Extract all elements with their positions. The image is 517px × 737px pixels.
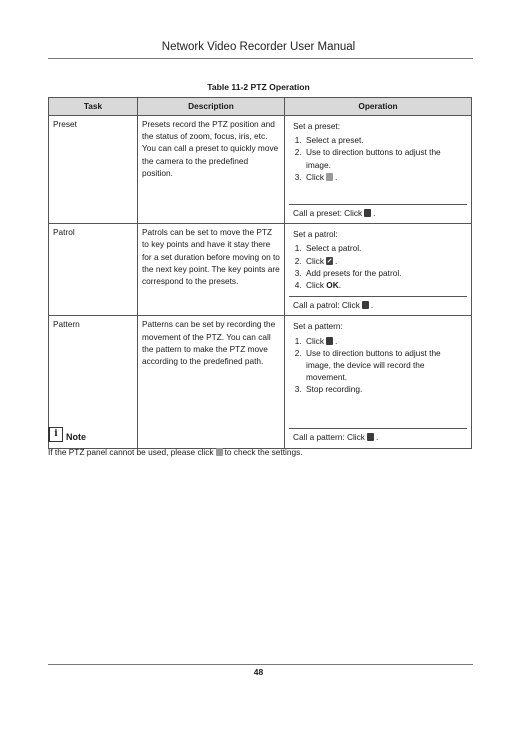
call-text: Call a preset: Click <box>293 208 363 218</box>
record-pattern-icon <box>326 337 333 345</box>
ok-label: OK <box>326 280 339 291</box>
description-cell: Presets record the PTZ position and the status of zoom, focus, iris, etc. You can call a preset to quickly move the camera to the predefined position. <box>138 116 285 224</box>
step-text: Click <box>306 171 324 182</box>
call-text: Call a pattern: Click <box>293 432 365 443</box>
step-item: 3. Add presets for the patrol. <box>304 267 463 279</box>
operation-title: Set a preset: <box>293 121 341 131</box>
operation-cell <box>285 316 472 448</box>
call-preset-icon <box>364 209 371 217</box>
task-cell: Pattern <box>49 316 138 448</box>
step-item: 2. Use to direction buttons to adjust the image. <box>304 146 463 170</box>
step-item: 3. Stop recording. <box>304 383 463 395</box>
step-item: 2. Click . <box>304 255 463 267</box>
note-text-after: to check the settings. <box>224 447 303 457</box>
operation-cell <box>285 116 472 224</box>
table-row-patrol <box>49 224 472 316</box>
page-header-title: Network Video Recorder User Manual <box>161 41 356 53</box>
note-heading <box>48 427 86 442</box>
column-header-task: Task <box>49 98 138 116</box>
note-text-before: If the PTZ panel cannot be used, please click <box>48 447 214 457</box>
operation-title: Set a pattern: <box>293 321 343 332</box>
column-header-description: Description <box>138 98 285 116</box>
call-row: Call a preset: Click . <box>289 204 467 221</box>
call-pattern-icon <box>367 433 374 441</box>
column-header-operation: Operation <box>285 98 472 116</box>
operation-title: Set a patrol: <box>293 229 338 240</box>
save-preset-icon <box>326 173 333 181</box>
step-item: 1. Select a patrol. <box>304 242 463 254</box>
step-item: 4. Click OK. <box>304 279 463 291</box>
task-cell: Patrol <box>49 224 138 316</box>
description-cell: Patterns can be set by recording the movement of the PTZ. You can call the pattern to make the PTZ move according to the predefined path. <box>138 316 285 448</box>
step-text: Click <box>306 280 324 291</box>
step-text: Click <box>306 335 324 346</box>
call-row: Call a pattern: Click . <box>289 428 467 445</box>
ptz-operation-table <box>48 97 472 449</box>
call-patrol-icon <box>362 301 369 309</box>
footer-divider <box>48 664 473 665</box>
table-caption: Table 11-2 PTZ Operation <box>207 82 310 92</box>
note-label: Note <box>66 432 86 442</box>
header-divider <box>48 58 473 59</box>
call-row: Call a patrol: Click . <box>289 296 467 313</box>
call-text: Call a patrol: Click <box>293 300 360 311</box>
description-cell: Patrols can be set to move the PTZ to key points and have it stay there for a set duration before moving on to the next key point. The key points are correspond to the presets. <box>138 224 285 316</box>
note-icon: i <box>48 427 63 442</box>
operation-steps <box>293 242 463 291</box>
step-item: 1. Select a preset. <box>304 134 463 146</box>
operation-cell <box>285 224 472 316</box>
settings-icon <box>216 448 223 456</box>
step-text: Click <box>306 255 324 266</box>
task-cell: Preset <box>49 116 138 224</box>
table-row-preset <box>49 116 472 224</box>
note-text <box>48 447 303 457</box>
table-row-pattern <box>49 316 472 448</box>
operation-steps <box>293 134 463 183</box>
step-item: 2. Use to direction buttons to adjust the image, the device will record the movement. <box>304 347 463 384</box>
step-item: 1. Click . <box>304 335 463 347</box>
step-item: 3. Click . <box>304 171 463 183</box>
operation-steps <box>293 335 463 396</box>
table-header-row <box>49 98 472 116</box>
edit-patrol-icon <box>326 257 333 265</box>
page-number: 48 <box>253 667 264 677</box>
